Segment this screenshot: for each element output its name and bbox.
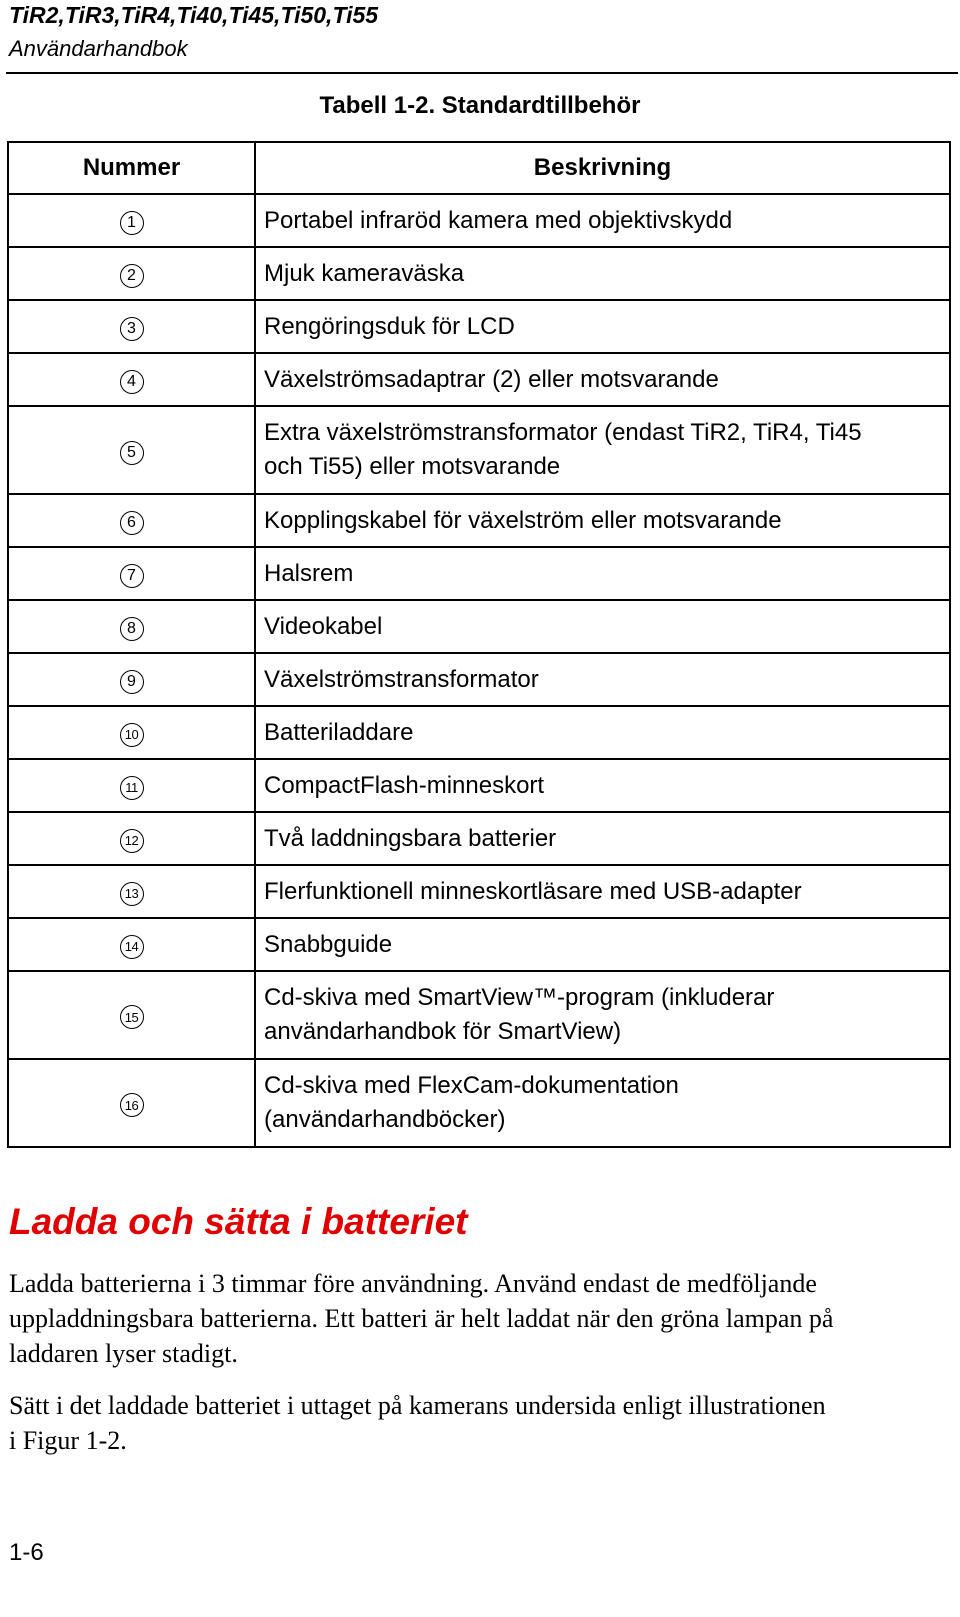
row-number-cell: [8, 600, 255, 653]
row-number-cell: [8, 406, 255, 494]
row-description-cell: [255, 600, 950, 653]
header-divider: [6, 72, 958, 74]
description-text: CompactFlash-minneskort: [264, 771, 545, 799]
description-text: Kopplingskabel för växelström eller motsvarande: [264, 506, 782, 534]
row-description-cell: [255, 247, 950, 300]
section-heading: Ladda och sätta i batteriet: [9, 1201, 468, 1242]
description-text: Snabbguide: [264, 930, 393, 958]
row-number-cell: [8, 353, 255, 406]
description-text: Halsrem: [264, 559, 354, 587]
row-description-cell: [255, 547, 950, 600]
paragraph-line: Sätt i det laddade batteriet i uttaget på kamerans undersida enligt illustrationen: [9, 1391, 826, 1420]
table-caption: Tabell 1-2. Standardtillbehör: [319, 92, 641, 119]
item-number-badge: 14: [120, 935, 144, 959]
row-number-cell: [8, 194, 255, 247]
table-row: [8, 353, 950, 406]
document-title: TiR2,TiR3,TiR4,Ti40,Ti45,Ti50,Ti55: [9, 2, 379, 28]
row-number-cell: [8, 247, 255, 300]
item-number-badge: 3: [120, 317, 144, 341]
row-number-cell: [8, 918, 255, 971]
description-text: Portabel infraröd kamera med objektivskydd: [264, 206, 733, 234]
table-row: [8, 494, 950, 547]
table-row: [8, 918, 950, 971]
table-row: [8, 653, 950, 706]
row-number-cell: [8, 812, 255, 865]
description-line: och Ti55) eller motsvarande: [264, 453, 561, 480]
table-row: [8, 971, 950, 1059]
page-number: 1-6: [9, 1539, 44, 1566]
row-description-cell: [255, 918, 950, 971]
column-header-description: Beskrivning: [255, 142, 950, 194]
description-line: Extra växelströmstransformator (endast TiR2, TiR4, Ti45: [264, 419, 862, 446]
table-row: [8, 600, 950, 653]
table-row: [8, 706, 950, 759]
row-number-cell: [8, 706, 255, 759]
accessories-table: [7, 141, 951, 1148]
item-number-badge: 10: [120, 723, 144, 747]
description-text: Batteriladdare: [264, 718, 414, 746]
description-text: Videokabel: [264, 612, 383, 640]
row-description-cell: [255, 194, 950, 247]
row-description-cell: [255, 406, 950, 494]
item-number-badge: 2: [120, 264, 144, 288]
table-row: [8, 812, 950, 865]
table-row: [8, 406, 950, 494]
description-line: Cd-skiva med SmartView™-program (inkluderar: [264, 984, 775, 1011]
row-number-cell: [8, 653, 255, 706]
item-number-badge: 5: [120, 441, 144, 465]
item-number-badge: 9: [120, 670, 144, 694]
description-text: Mjuk kameraväska: [264, 259, 465, 287]
paragraph-line: i Figur 1-2.: [9, 1426, 127, 1455]
item-number-badge: 8: [120, 617, 144, 641]
row-number-cell: [8, 547, 255, 600]
row-description-cell: [255, 759, 950, 812]
paragraph-line: laddaren lyser stadigt.: [9, 1339, 238, 1368]
description-text: Två laddningsbara batterier: [264, 824, 557, 852]
description-text: Växelströmstransformator: [264, 665, 539, 693]
item-number-badge: 12: [120, 829, 144, 853]
table-row: [8, 865, 950, 918]
row-description-cell: [255, 812, 950, 865]
table-row: [8, 247, 950, 300]
description-line: användarhandbok för SmartView): [264, 1018, 622, 1045]
row-description-cell: [255, 706, 950, 759]
item-number-badge: 13: [120, 882, 144, 906]
item-number-badge: 1: [120, 211, 144, 235]
row-description-cell: [255, 971, 950, 1059]
row-description-cell: [255, 494, 950, 547]
item-number-badge: 15: [120, 1005, 144, 1029]
row-description-cell: [255, 1059, 950, 1147]
item-number-badge: 6: [120, 511, 144, 535]
paragraph-line: uppladdningsbara batterierna. Ett batteri är helt laddat när den gröna lampan på: [9, 1304, 834, 1333]
row-description-cell: [255, 300, 950, 353]
description-text: Rengöringsduk för LCD: [264, 312, 515, 340]
row-number-cell: [8, 971, 255, 1059]
row-description-cell: [255, 353, 950, 406]
description-line: (användarhandböcker): [264, 1106, 506, 1133]
row-description-cell: [255, 653, 950, 706]
table-row: [8, 1059, 950, 1147]
document-subtitle: Användarhandbok: [9, 36, 188, 61]
row-description-cell: [255, 865, 950, 918]
item-number-badge: 11: [120, 776, 144, 800]
row-number-cell: [8, 300, 255, 353]
item-number-badge: 16: [120, 1093, 144, 1117]
description-text: Flerfunktionell minneskortläsare med USB-adapter: [264, 877, 802, 905]
description-text: Växelströmsadaptrar (2) eller motsvarande: [264, 365, 719, 393]
paragraph-insert: [9, 1388, 939, 1458]
row-number-cell: [8, 759, 255, 812]
row-number-cell: [8, 865, 255, 918]
item-number-badge: 4: [120, 370, 144, 394]
column-header-number: Nummer: [8, 142, 255, 194]
item-number-badge: 7: [120, 564, 144, 588]
paragraph-charging: [9, 1266, 939, 1371]
row-number-cell: [8, 1059, 255, 1147]
paragraph-line: Ladda batterierna i 3 timmar före användning. Använd endast de medföljande: [9, 1269, 817, 1298]
table-row: [8, 547, 950, 600]
table-row: [8, 194, 950, 247]
description-line: Cd-skiva med FlexCam-dokumentation: [264, 1072, 679, 1099]
table-row: [8, 759, 950, 812]
table-row: [8, 300, 950, 353]
row-number-cell: [8, 494, 255, 547]
